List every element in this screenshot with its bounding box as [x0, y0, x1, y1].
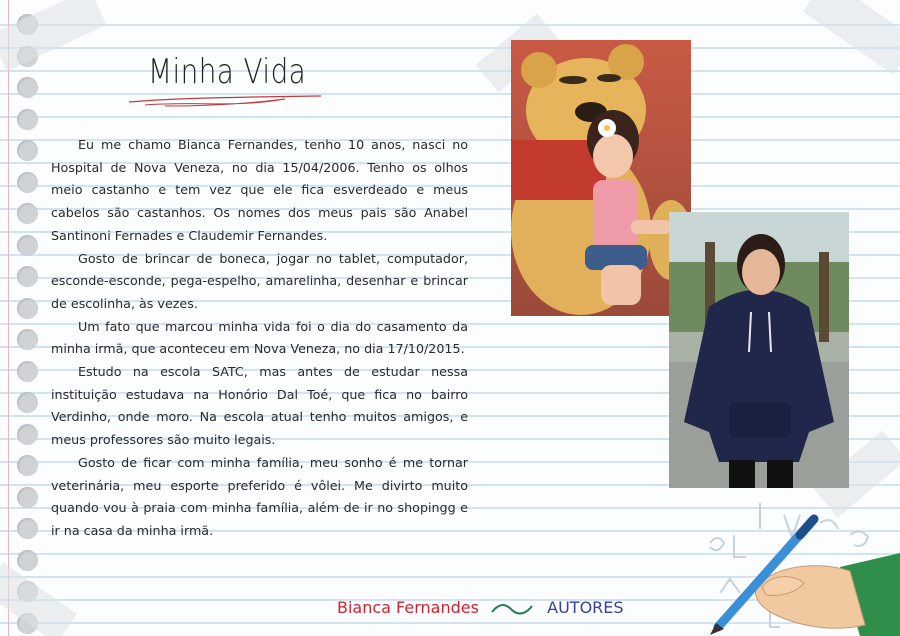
- binder-hole: [17, 140, 38, 161]
- section-label: AUTORES: [547, 598, 624, 617]
- binder-hole: [17, 235, 38, 256]
- paragraph: Gosto de brincar de boneca, jogar no tablet, computador, esconde-esconde, pega-espelho, amarelinha, desenhar e brincar de escolinha, às vezes.: [51, 250, 468, 311]
- current-photo: [669, 212, 849, 488]
- childhood-photo: [511, 40, 691, 316]
- binder-hole: [17, 550, 38, 571]
- author-footer: [337, 598, 624, 617]
- spiral-holes: [17, 14, 41, 626]
- binder-hole: [17, 203, 38, 224]
- squiggle-divider: [490, 602, 534, 616]
- paragraph: Estudo na escola SATC, mas antes de estudar nessa instituição estudava na Honório Dal Toé, que fica no bairro Verdinho, onde moro. Na escola atual tenho muitos amigos, e meus professores são muito legais.: [51, 364, 468, 448]
- binder-hole: [17, 424, 38, 445]
- binder-hole: [17, 298, 38, 319]
- title-underline: [125, 88, 325, 110]
- toddler-with-bear-image: [511, 40, 691, 316]
- binder-hole: [17, 329, 38, 350]
- binder-hole: [17, 518, 38, 539]
- page-title: Minha Vida: [148, 52, 307, 92]
- binder-hole: [17, 172, 38, 193]
- binder-hole: [17, 266, 38, 287]
- tape-strip: [803, 0, 900, 75]
- binder-hole: [17, 487, 38, 508]
- paragraph: Eu me chamo Bianca Fernandes, tenho 10 anos, nasci no Hospital de Nova Veneza, no dia 15/04/2006. Tenho os olhos meio castanho e tem vez que ele fica esverdeado e meus cabelos são castanhos. Os nomes dos meus pais são Anabel Santinoni Fernades e Claudemir Fernandes.: [51, 137, 468, 243]
- binder-hole: [17, 77, 38, 98]
- paragraph: Gosto de ficar com minha família, meu sonho é me tornar veterinária, meu esporte preferido é vôlei. Me divirto muito quando vou à praia com minha família, além de ir no shopingg e ir na casa da minha irmã.: [51, 454, 468, 538]
- margin-line: [8, 0, 9, 636]
- binder-hole: [17, 455, 38, 476]
- author-name: Bianca Fernandes: [337, 598, 479, 617]
- paragraph: Um fato que marcou minha vida foi o dia do casamento da minha irmã, que aconteceu em Nova Veneza, no dia 17/10/2015.: [51, 318, 468, 357]
- girl-in-hoodie-image: [669, 212, 849, 488]
- tape-strip: [0, 0, 107, 71]
- binder-hole: [17, 361, 38, 382]
- hand-writing-icon: [700, 495, 900, 636]
- binder-hole: [17, 109, 38, 130]
- biography-text: [51, 134, 468, 543]
- binder-hole: [17, 392, 38, 413]
